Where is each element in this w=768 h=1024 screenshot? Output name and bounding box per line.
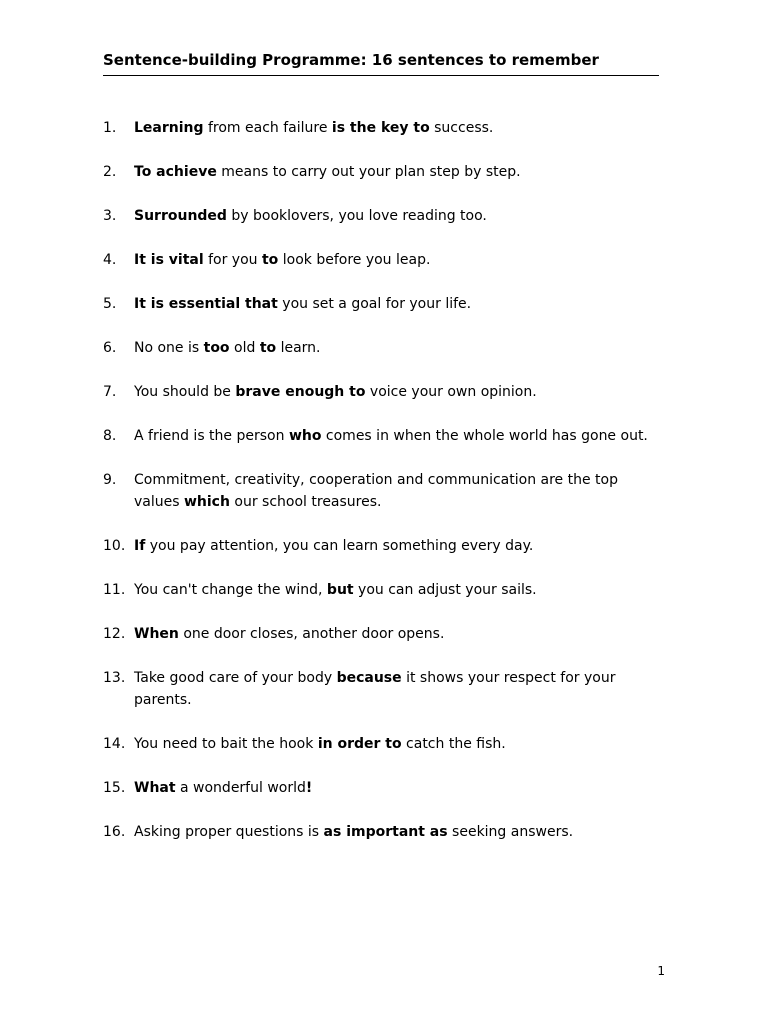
page-number: 1 bbox=[657, 964, 665, 978]
sentence-fragment: Commitment, creativity, cooperation and communication are the top values bbox=[134, 472, 618, 510]
sentence-number: 6. bbox=[103, 340, 117, 356]
document-title: Sentence-building Programme: 16 sentences to remember bbox=[103, 51, 599, 69]
sentence-text bbox=[134, 340, 321, 356]
sentence-item bbox=[103, 821, 663, 843]
sentence-number: 2. bbox=[103, 164, 117, 180]
sentence-emphasis: It is vital bbox=[134, 252, 204, 268]
sentence-emphasis: as important as bbox=[323, 824, 448, 840]
sentence-fragment: one door closes, another door opens. bbox=[178, 626, 445, 642]
sentence-fragment: our school treasures. bbox=[229, 494, 382, 510]
sentence-fragment: a wonderful world bbox=[175, 780, 306, 796]
sentence-fragment: You need to bait the hook bbox=[134, 736, 318, 752]
sentence-number: 12. bbox=[103, 626, 126, 642]
sentence-number: 16. bbox=[103, 824, 126, 840]
sentence-fragment: You can't change the wind, bbox=[134, 582, 327, 598]
sentence-fragment: Asking proper questions is bbox=[134, 824, 324, 840]
sentence-text bbox=[134, 780, 312, 796]
sentence-item bbox=[103, 205, 663, 227]
sentence-emphasis: What bbox=[134, 780, 176, 796]
sentence-text bbox=[134, 208, 487, 224]
sentence-emphasis: too bbox=[203, 340, 230, 356]
sentence-list bbox=[103, 117, 663, 865]
sentence-number: 11. bbox=[103, 582, 126, 598]
sentence-emphasis: to bbox=[261, 252, 279, 268]
sentence-item bbox=[103, 667, 663, 711]
sentence-emphasis: brave enough to bbox=[235, 384, 366, 400]
sentence-item bbox=[103, 117, 663, 139]
sentence-fragment: No one is bbox=[134, 340, 204, 356]
sentence-text bbox=[134, 538, 533, 554]
sentence-emphasis: to bbox=[259, 340, 277, 356]
sentence-number: 7. bbox=[103, 384, 117, 400]
sentence-item bbox=[103, 777, 663, 799]
sentence-fragment: learn. bbox=[276, 340, 321, 356]
sentence-fragment: seeking answers. bbox=[447, 824, 574, 840]
sentence-number: 10. bbox=[103, 538, 126, 554]
sentence-text bbox=[134, 582, 537, 598]
sentence-text bbox=[134, 428, 648, 444]
sentence-text bbox=[134, 296, 471, 312]
sentence-fragment: catch the fish. bbox=[401, 736, 506, 752]
sentence-fragment: old bbox=[229, 340, 260, 356]
sentence-number: 13. bbox=[103, 670, 126, 686]
sentence-fragment: you can adjust your sails. bbox=[353, 582, 537, 598]
sentence-text bbox=[134, 670, 615, 708]
sentence-number: 14. bbox=[103, 736, 126, 752]
sentence-fragment: comes in when the whole world has gone out. bbox=[321, 428, 648, 444]
sentence-number: 1. bbox=[103, 120, 117, 136]
sentence-fragment: You should be bbox=[134, 384, 236, 400]
sentence-item bbox=[103, 249, 663, 271]
sentence-fragment: Take good care of your body bbox=[134, 670, 337, 686]
sentence-emphasis: in order to bbox=[317, 736, 402, 752]
sentence-emphasis: because bbox=[336, 670, 402, 686]
sentence-emphasis: To achieve bbox=[134, 164, 217, 180]
sentence-fragment: you pay attention, you can learn something every day. bbox=[145, 538, 534, 554]
sentence-item bbox=[103, 733, 663, 755]
sentence-emphasis: When bbox=[134, 626, 179, 642]
sentence-text bbox=[134, 626, 444, 642]
sentence-fragment: voice your own opinion. bbox=[365, 384, 537, 400]
sentence-fragment: it shows your respect for your parents. bbox=[134, 670, 616, 708]
sentence-item bbox=[103, 535, 663, 557]
title-underline bbox=[103, 75, 659, 76]
sentence-text bbox=[134, 472, 618, 510]
sentence-fragment: you set a goal for your life. bbox=[277, 296, 472, 312]
sentence-text bbox=[134, 736, 506, 752]
sentence-number: 8. bbox=[103, 428, 117, 444]
sentence-emphasis: but bbox=[326, 582, 354, 598]
sentence-item bbox=[103, 579, 663, 601]
sentence-fragment: means to carry out your plan step by step. bbox=[216, 164, 521, 180]
sentence-emphasis: Learning bbox=[134, 120, 204, 136]
sentence-text bbox=[134, 164, 521, 180]
sentence-fragment: A friend is the person bbox=[134, 428, 289, 444]
sentence-emphasis: who bbox=[288, 428, 322, 444]
sentence-item bbox=[103, 337, 663, 359]
sentence-item bbox=[103, 623, 663, 645]
sentence-emphasis: ! bbox=[305, 780, 313, 796]
sentence-item bbox=[103, 293, 663, 315]
sentence-emphasis: It is essential that bbox=[134, 296, 278, 312]
sentence-fragment: success. bbox=[429, 120, 494, 136]
sentence-text bbox=[134, 824, 573, 840]
sentence-fragment: for you bbox=[203, 252, 262, 268]
sentence-item bbox=[103, 425, 663, 447]
sentence-text bbox=[134, 384, 537, 400]
sentence-number: 3. bbox=[103, 208, 117, 224]
sentence-fragment: look before you leap. bbox=[278, 252, 431, 268]
sentence-emphasis: If bbox=[134, 538, 146, 554]
sentence-fragment: by booklovers, you love reading too. bbox=[226, 208, 487, 224]
sentence-number: 9. bbox=[103, 472, 117, 488]
sentence-item bbox=[103, 161, 663, 183]
sentence-number: 4. bbox=[103, 252, 117, 268]
sentence-fragment: from each failure bbox=[203, 120, 332, 136]
sentence-number: 15. bbox=[103, 780, 126, 796]
sentence-item bbox=[103, 469, 663, 513]
sentence-emphasis: Surrounded bbox=[134, 208, 227, 224]
sentence-number: 5. bbox=[103, 296, 117, 312]
sentence-emphasis: which bbox=[183, 494, 230, 510]
sentence-emphasis: is the key to bbox=[331, 120, 430, 136]
sentence-text bbox=[134, 252, 430, 268]
sentence-text bbox=[134, 120, 493, 136]
sentence-item bbox=[103, 381, 663, 403]
